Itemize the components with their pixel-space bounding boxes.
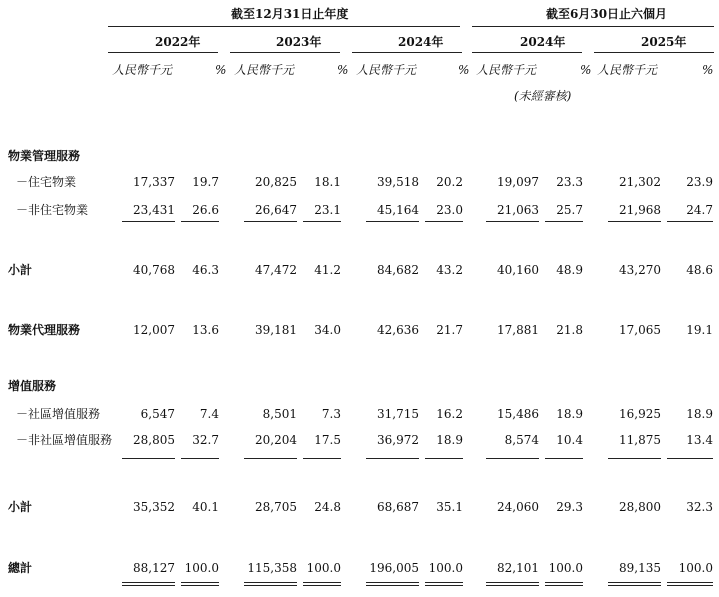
unit-pct: % [702, 63, 714, 77]
cell-amount-2024: 68,687 [377, 500, 419, 514]
cell-amount-2023: 20,825 [255, 175, 297, 189]
cell-pct-2024-h1: 100.0 [548, 561, 583, 575]
cell-pct-2025-h1: 19.1 [686, 323, 713, 337]
row-label-residential: －住宅物業 [16, 175, 77, 189]
rule-total-double [667, 582, 713, 586]
cell-amount-2022: 28,805 [133, 433, 175, 447]
cell-amount-2022: 35,352 [133, 500, 175, 514]
year-underline [472, 52, 582, 53]
cell-pct-2023: 41.2 [314, 263, 341, 277]
row-label-total: 總計 [8, 561, 33, 575]
section-title-value-added: 增值服務 [8, 379, 57, 393]
cell-amount-2024: 84,682 [377, 263, 419, 277]
rule-before-subtotal [181, 458, 219, 459]
cell-pct-2023: 17.5 [314, 433, 341, 447]
cell-pct-2022: 19.7 [192, 175, 219, 189]
cell-amount-2024-h1: 82,101 [497, 561, 539, 575]
unit-pct: % [458, 63, 470, 77]
cell-amount-2025-h1: 43,270 [619, 263, 661, 277]
cell-amount-2025-h1: 21,968 [619, 203, 661, 217]
cell-pct-2022: 32.7 [192, 433, 219, 447]
rule-total-double [181, 582, 219, 586]
cell-pct-2025-h1: 24.7 [686, 203, 713, 217]
cell-pct-2024: 100.0 [428, 561, 463, 575]
cell-amount-2025-h1: 11,875 [619, 433, 661, 447]
cell-amount-2024: 39,518 [377, 175, 419, 189]
cell-amount-2022: 40,768 [133, 263, 175, 277]
row-label-subtotal: 小計 [8, 500, 33, 514]
cell-amount-2022: 12,007 [133, 323, 175, 337]
year-underline [352, 52, 462, 53]
cell-amount-2025-h1: 17,065 [619, 323, 661, 337]
year-2023: 2023年 [276, 35, 322, 49]
unit-rmb: 人民幣千元 [112, 63, 173, 77]
unit-rmb: 人民幣千元 [597, 63, 658, 77]
unit-rmb: 人民幣千元 [356, 63, 417, 77]
cell-pct-2024-h1: 48.9 [556, 263, 583, 277]
cell-amount-2024: 45,164 [377, 203, 419, 217]
cell-amount-2023: 115,358 [247, 561, 297, 575]
cell-pct-2025-h1: 18.9 [686, 407, 713, 421]
year-underline [230, 52, 340, 53]
rule-before-subtotal [366, 221, 419, 222]
cell-amount-2024: 196,005 [369, 561, 419, 575]
rule-before-subtotal [303, 221, 341, 222]
unit-rmb: 人民幣千元 [234, 63, 295, 77]
cell-amount-2022: 23,431 [133, 203, 175, 217]
cell-pct-2025-h1: 23.9 [686, 175, 713, 189]
cell-amount-2023: 28,705 [255, 500, 297, 514]
unit-pct: % [337, 63, 349, 77]
cell-pct-2024-h1: 23.3 [556, 175, 583, 189]
rule-total-double [244, 582, 297, 586]
row-label-non-residential: －非住宅物業 [16, 203, 89, 217]
cell-pct-2023: 7.3 [321, 407, 341, 421]
rule-total-double [303, 582, 341, 586]
cell-amount-2024-h1: 8,574 [504, 433, 539, 447]
cell-pct-2025-h1: 48.6 [686, 263, 713, 277]
rule-before-subtotal [425, 458, 463, 459]
unit-pct: % [215, 63, 227, 77]
year-2022: 2022年 [155, 35, 201, 49]
cell-pct-2024: 20.2 [436, 175, 463, 189]
year-2024-six-months: 2024年 [520, 35, 566, 49]
cell-pct-2023: 34.0 [314, 323, 341, 337]
cell-amount-2024-h1: 24,060 [497, 500, 539, 514]
row-label-non-community: －非社區增值服務 [16, 433, 113, 447]
rule-before-subtotal [545, 221, 583, 222]
header-year-end: 截至12月31日止年度 [231, 7, 349, 21]
header-year-end-underline [108, 26, 460, 27]
section-title-agency: 物業代理服務 [8, 323, 81, 337]
rule-before-subtotal [486, 458, 539, 459]
cell-pct-2022: 7.4 [199, 407, 219, 421]
rule-before-subtotal [667, 221, 713, 222]
cell-pct-2024: 21.7 [436, 323, 463, 337]
year-underline [108, 52, 218, 53]
cell-amount-2024: 36,972 [377, 433, 419, 447]
cell-amount-2023: 20,204 [255, 433, 297, 447]
cell-pct-2024: 35.1 [436, 500, 463, 514]
cell-amount-2022: 6,547 [140, 407, 175, 421]
rule-before-subtotal [122, 458, 175, 459]
cell-pct-2022: 26.6 [192, 203, 219, 217]
header-six-months: 截至6月30日止六個月 [546, 7, 668, 21]
rule-total-double [122, 582, 175, 586]
year-2025-six-months: 2025年 [641, 35, 687, 49]
cell-pct-2022: 40.1 [192, 500, 219, 514]
cell-pct-2023: 24.8 [314, 500, 341, 514]
cell-pct-2024: 16.2 [436, 407, 463, 421]
row-label-community: －社區增值服務 [16, 407, 101, 421]
cell-pct-2025-h1: 32.3 [686, 500, 713, 514]
cell-amount-2023: 8,501 [262, 407, 297, 421]
cell-pct-2025-h1: 100.0 [678, 561, 713, 575]
cell-pct-2025-h1: 13.4 [686, 433, 713, 447]
rule-total-double [545, 582, 583, 586]
cell-pct-2024-h1: 29.3 [556, 500, 583, 514]
cell-amount-2022: 88,127 [133, 561, 175, 575]
cell-amount-2023: 47,472 [255, 263, 297, 277]
cell-pct-2024: 43.2 [436, 263, 463, 277]
cell-amount-2025-h1: 21,302 [619, 175, 661, 189]
unit-pct: % [580, 63, 592, 77]
cell-amount-2024-h1: 15,486 [497, 407, 539, 421]
cell-pct-2024: 23.0 [436, 203, 463, 217]
rule-before-subtotal [608, 221, 661, 222]
cell-pct-2024-h1: 25.7 [556, 203, 583, 217]
cell-pct-2024-h1: 10.4 [556, 433, 583, 447]
rule-before-subtotal [667, 458, 713, 459]
rule-before-subtotal [425, 221, 463, 222]
unaudited-note: (未經審核) [514, 89, 572, 103]
rule-before-subtotal [122, 221, 175, 222]
rule-before-subtotal [181, 221, 219, 222]
rule-total-double [608, 582, 661, 586]
cell-amount-2024-h1: 17,881 [497, 323, 539, 337]
cell-amount-2024-h1: 21,063 [497, 203, 539, 217]
rule-total-double [366, 582, 419, 586]
section-title-property-mgmt: 物業管理服務 [8, 149, 81, 163]
cell-pct-2023: 100.0 [306, 561, 341, 575]
cell-amount-2023: 26,647 [255, 203, 297, 217]
rule-total-double [486, 582, 539, 586]
rule-before-subtotal [244, 221, 297, 222]
cell-pct-2024-h1: 18.9 [556, 407, 583, 421]
year-underline [594, 52, 714, 53]
row-label-subtotal: 小計 [8, 263, 33, 277]
cell-pct-2022: 100.0 [184, 561, 219, 575]
cell-pct-2024-h1: 21.8 [556, 323, 583, 337]
rule-before-subtotal [303, 458, 341, 459]
cell-pct-2024: 18.9 [436, 433, 463, 447]
rule-before-subtotal [545, 458, 583, 459]
cell-amount-2024-h1: 40,160 [497, 263, 539, 277]
cell-amount-2025-h1: 28,800 [619, 500, 661, 514]
cell-amount-2025-h1: 16,925 [619, 407, 661, 421]
rule-before-subtotal [244, 458, 297, 459]
rule-before-subtotal [366, 458, 419, 459]
rule-before-subtotal [608, 458, 661, 459]
rule-before-subtotal [486, 221, 539, 222]
header-six-months-underline [472, 26, 714, 27]
rule-total-double [425, 582, 463, 586]
cell-amount-2022: 17,337 [133, 175, 175, 189]
cell-amount-2024-h1: 19,097 [497, 175, 539, 189]
cell-amount-2024: 42,636 [377, 323, 419, 337]
year-2024: 2024年 [398, 35, 444, 49]
cell-pct-2023: 18.1 [314, 175, 341, 189]
cell-amount-2025-h1: 89,135 [619, 561, 661, 575]
unit-rmb: 人民幣千元 [476, 63, 537, 77]
cell-pct-2023: 23.1 [314, 203, 341, 217]
cell-amount-2023: 39,181 [255, 323, 297, 337]
cell-amount-2024: 31,715 [377, 407, 419, 421]
cell-pct-2022: 13.6 [192, 323, 219, 337]
cell-pct-2022: 46.3 [192, 263, 219, 277]
